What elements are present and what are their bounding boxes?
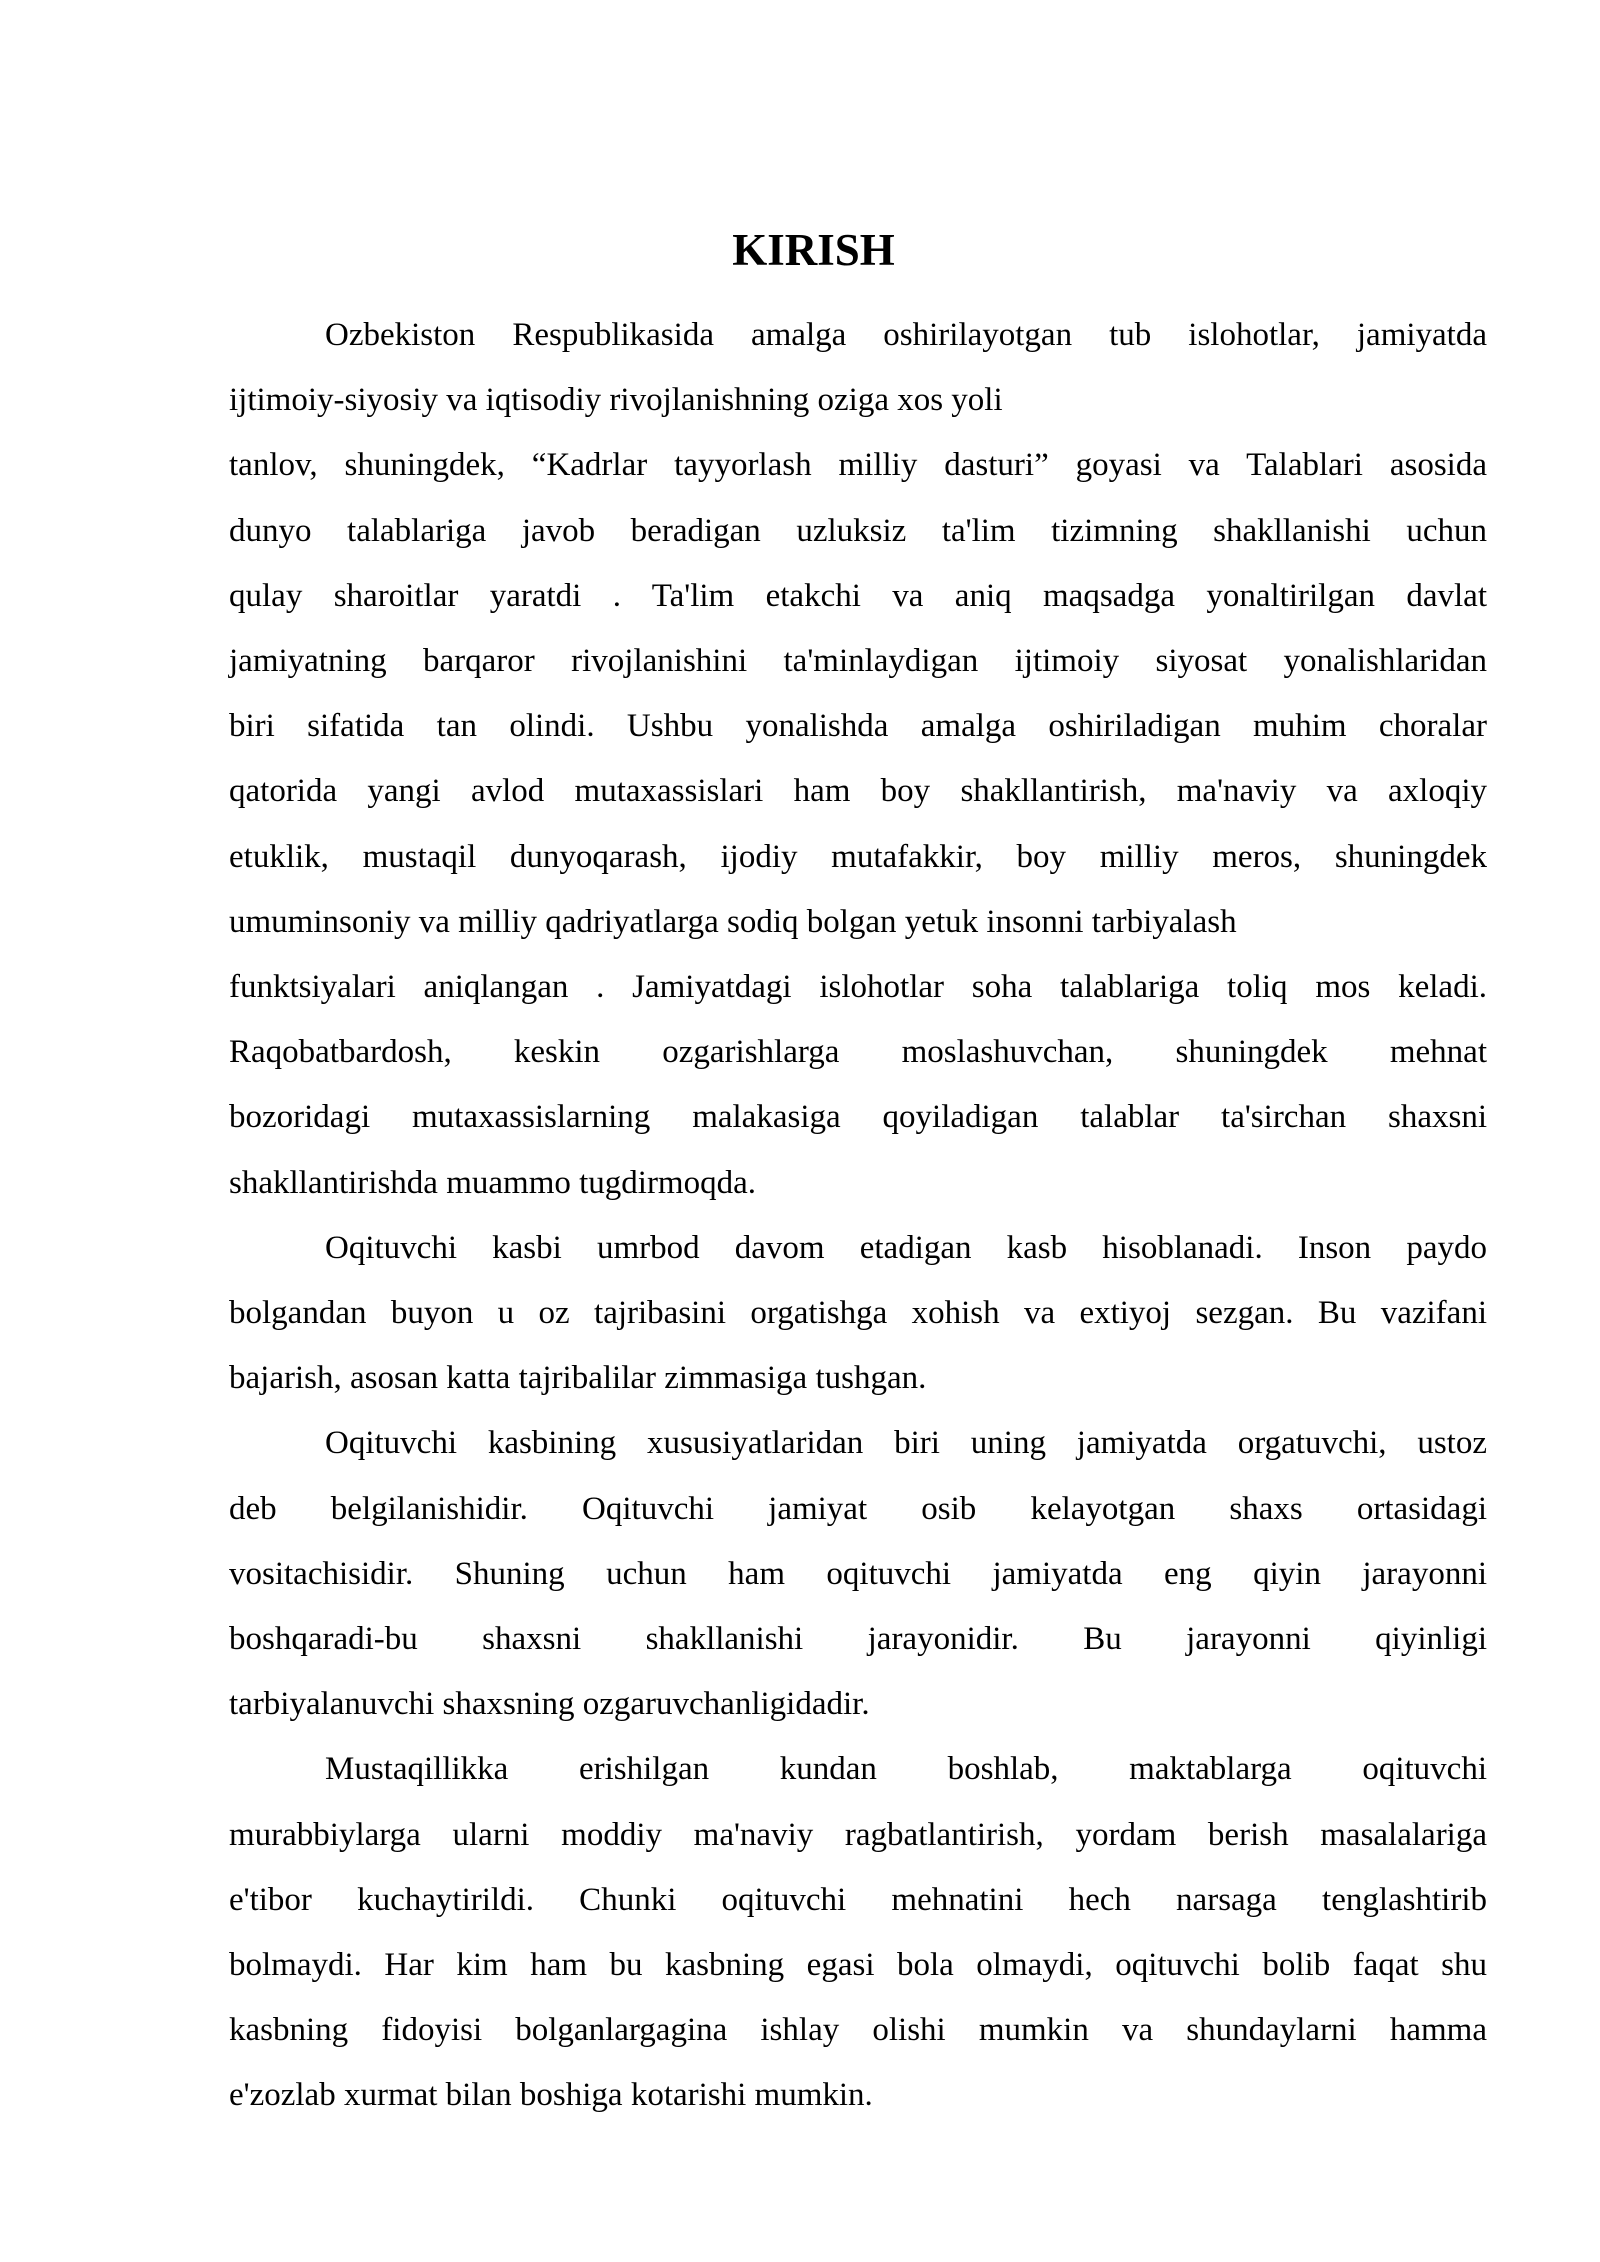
paragraph-line: boshqaradi-bu shaxsni shakllanishi jarayonidir. Bu jarayonni qiyinligi — [229, 1621, 1487, 1658]
document-body — [229, 303, 1487, 2129]
paragraph-line: kasbning fidoyisi bolganlargagina ishlay olishi mumkin va shundaylarni hamma — [229, 2012, 1487, 2049]
paragraph-line: funktsiyalari aniqlangan . Jamiyatdagi islohotlar soha talablariga toliq mos keladi. — [229, 969, 1487, 1006]
paragraph-line: e'tibor kuchaytirildi. Chunki oqituvchi mehnatini hech narsaga tenglashtirib — [229, 1881, 1487, 1918]
paragraph-line: e'zozlab xurmat bilan boshiga kotarishi mumkin. — [229, 2077, 873, 2114]
paragraph-line: tarbiyalanuvchi shaxsning ozgaruvchanligidadir. — [229, 1686, 870, 1723]
paragraph-line: Mustaqillikka erishilgan kundan boshlab, maktablarga oqituvchi — [325, 1751, 1487, 1788]
paragraph-line: deb belgilanishidir. Oqituvchi jamiyat osib kelayotgan shaxs ortasidagi — [229, 1490, 1487, 1527]
paragraph-line: tanlov, shuningdek, “Kadrlar tayyorlash milliy dasturi” goyasi va Talablari asosida — [229, 447, 1487, 484]
paragraph-line: dunyo talablariga javob beradigan uzluksiz ta'lim tizimning shakllanishi uchun — [229, 512, 1487, 549]
paragraph-line: Ozbekiston Respublikasida amalga oshirilayotgan tub islohotlar, jamiyatda — [325, 317, 1487, 353]
paragraph-line: Oqituvchi kasbining xususiyatlaridan biri uning jamiyatda orgatuvchi, ustoz — [325, 1425, 1487, 1462]
paragraph-line: Oqituvchi kasbi umrbod davom etadigan kasb hisoblanadi. Inson paydo — [325, 1229, 1487, 1266]
paragraph-line: umuminsoniy va milliy qadriyatlarga sodiq bolgan yetuk insonni tarbiyalash — [229, 903, 1237, 940]
paragraph-3 — [229, 1411, 1487, 1737]
paragraph-line: qulay sharoitlar yaratdi . Ta'lim etakchi va aniq maqsadga yonaltirilgan davlat — [229, 577, 1487, 614]
paragraph-line: bajarish, asosan katta tajribalilar zimmasiga tushgan. — [229, 1360, 927, 1397]
paragraph-line: vositachisidir. Shuning uchun ham oqituvchi jamiyatda eng qiyin jarayonni — [229, 1555, 1487, 1592]
paragraph-line: Raqobatbardosh, keskin ozgarishlarga moslashuvchan, shuningdek mehnat — [229, 1034, 1487, 1071]
paragraph-line: murabbiylarga ularni moddiy ma'naviy ragbatlantirish, yordam berish masalalariga — [229, 1816, 1487, 1853]
paragraph-2 — [229, 1216, 1487, 1412]
paragraph-line: etuklik, mustaqil dunyoqarash, ijodiy mutafakkir, boy milliy meros, shuningdek — [229, 838, 1487, 875]
paragraph-line: jamiyatning barqaror rivojlanishini ta'minlaydigan ijtimoiy siyosat yonalishlaridan — [229, 643, 1487, 680]
document-title: KIRISH — [732, 225, 895, 275]
paragraph-4 — [229, 1737, 1487, 2128]
paragraph-line: shakllantirishda muammo tugdirmoqda. — [229, 1164, 757, 1201]
paragraph-line: biri sifatida tan olindi. Ushbu yonalishda amalga oshiriladigan muhim choralar — [229, 708, 1487, 745]
paragraph-line: bolgandan buyon u oz tajribasini orgatishga xohish va extiyoj sezgan. Bu vazifani — [229, 1295, 1487, 1332]
paragraph-line: ijtimoiy-siyosiy va iqtisodiy rivojlanishning oziga xos yoli — [229, 382, 1003, 419]
paragraph-line: bozoridagi mutaxassislarning malakasiga qoyiladigan talablar ta'sirchan shaxsni — [229, 1099, 1487, 1136]
paragraph-1 — [229, 303, 1487, 1216]
paragraph-line: bolmaydi. Har kim ham bu kasbning egasi bola olmaydi, oqituvchi bolib faqat shu — [229, 1947, 1487, 1984]
paragraph-line: qatorida yangi avlod mutaxassislari ham boy shakllantirish, ma'naviy va axloqiy — [229, 773, 1487, 810]
